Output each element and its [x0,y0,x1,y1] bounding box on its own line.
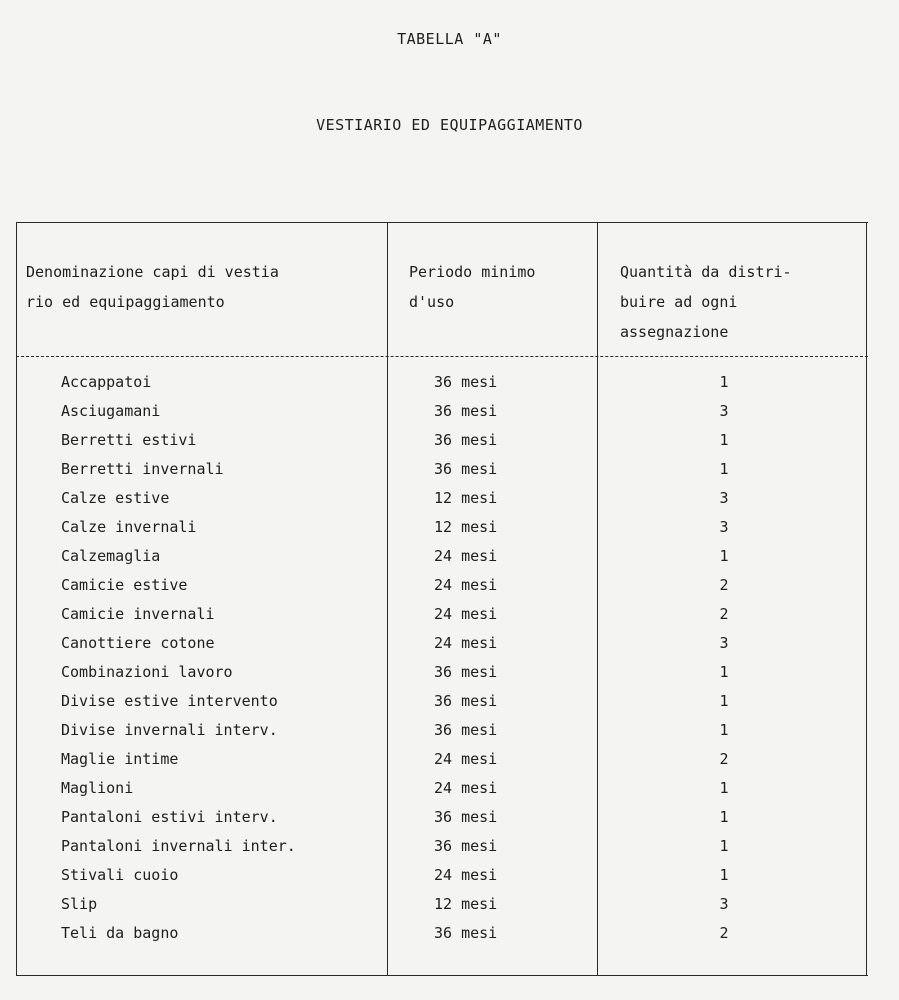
table-row [16,455,868,484]
header-quantity-line: assegnazione [620,323,729,341]
quantity-cell: 2 [719,605,729,623]
period-cell: 24 mesi [434,576,498,594]
clothing-table [16,222,868,976]
table-row [16,774,868,803]
quantity-cell: 3 [719,489,729,507]
quantity-cell: 2 [719,750,729,768]
item-name-cell: Pantaloni invernali inter. [61,837,296,855]
period-cell: 36 mesi [434,721,498,739]
period-cell: 36 mesi [434,924,498,942]
period-cell: 12 mesi [434,518,498,536]
header-separator [16,356,868,357]
page-subtitle: VESTIARIO ED EQUIPAGGIAMENTO [316,116,583,134]
table-row [16,426,868,455]
table-row [16,542,868,571]
item-name-cell: Asciugamani [61,402,161,420]
table-row [16,890,868,919]
header-name-line: Denominazione capi di vestia [26,263,279,281]
page-title: TABELLA "A" [397,30,502,48]
item-name-cell: Calze invernali [61,518,197,536]
table-row [16,919,868,948]
period-cell: 12 mesi [434,489,498,507]
item-name-cell: Maglioni [61,779,134,797]
header-period-line: Periodo minimo [409,263,536,281]
quantity-cell: 1 [719,779,729,797]
header-period-line: d'uso [409,293,455,311]
period-cell: 24 mesi [434,634,498,652]
quantity-cell: 3 [719,895,729,913]
table-row [16,368,868,397]
quantity-cell: 3 [719,518,729,536]
period-cell: 24 mesi [434,866,498,884]
quantity-cell: 1 [719,837,729,855]
item-name-cell: Divise invernali interv. [61,721,278,739]
period-cell: 36 mesi [434,663,498,681]
quantity-cell: 3 [719,402,729,420]
table-row [16,687,868,716]
item-name-cell: Calzemaglia [61,547,161,565]
quantity-cell: 1 [719,721,729,739]
table-row [16,803,868,832]
quantity-cell: 1 [719,460,729,478]
table-body [16,368,868,948]
header-quantity-line: buire ad ogni [620,293,738,311]
quantity-cell: 1 [719,373,729,391]
header-name-line: rio ed equipaggiamento [26,293,225,311]
period-cell: 24 mesi [434,779,498,797]
period-cell: 36 mesi [434,692,498,710]
quantity-cell: 1 [719,866,729,884]
item-name-cell: Berretti estivi [61,431,197,449]
item-name-cell: Accappatoi [61,373,152,391]
item-name-cell: Berretti invernali [61,460,224,478]
table-row [16,832,868,861]
period-cell: 24 mesi [434,547,498,565]
period-cell: 36 mesi [434,837,498,855]
table-row [16,397,868,426]
item-name-cell: Camicie invernali [61,605,215,623]
item-name-cell: Stivali cuoio [61,866,179,884]
quantity-cell: 2 [719,924,729,942]
item-name-cell: Pantaloni estivi interv. [61,808,278,826]
period-cell: 36 mesi [434,373,498,391]
quantity-cell: 1 [719,808,729,826]
quantity-cell: 1 [719,431,729,449]
quantity-cell: 3 [719,634,729,652]
quantity-cell: 1 [719,547,729,565]
period-cell: 36 mesi [434,402,498,420]
item-name-cell: Combinazioni lavoro [61,663,233,681]
item-name-cell: Calze estive [61,489,170,507]
table-row [16,484,868,513]
period-cell: 12 mesi [434,895,498,913]
header-name [26,257,381,317]
period-cell: 24 mesi [434,605,498,623]
table-row [16,571,868,600]
table-row [16,658,868,687]
period-cell: 36 mesi [434,460,498,478]
table-row [16,629,868,658]
period-cell: 36 mesi [434,431,498,449]
item-name-cell: Canottiere cotone [61,634,215,652]
table-row [16,745,868,774]
table-row [16,600,868,629]
item-name-cell: Teli da bagno [61,924,179,942]
item-name-cell: Maglie intime [61,750,179,768]
period-cell: 24 mesi [434,750,498,768]
table-row [16,513,868,542]
item-name-cell: Divise estive intervento [61,692,278,710]
quantity-cell: 2 [719,576,729,594]
header-quantity [620,257,860,347]
item-name-cell: Camicie estive [61,576,188,594]
quantity-cell: 1 [719,692,729,710]
header-period [409,257,589,317]
header-quantity-line: Quantità da distri- [620,263,792,281]
table-row [16,716,868,745]
quantity-cell: 1 [719,663,729,681]
table-row [16,861,868,890]
period-cell: 36 mesi [434,808,498,826]
item-name-cell: Slip [61,895,98,913]
